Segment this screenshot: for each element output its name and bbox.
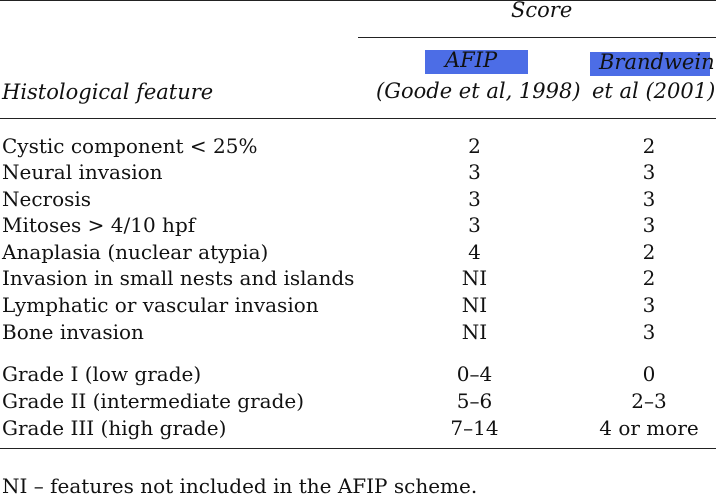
feature-cell: Bone invasion	[2, 320, 144, 344]
grade-cell: Grade I (low grade)	[2, 362, 202, 386]
brandwein-score-cell: 3	[642, 160, 656, 184]
feature-heading: Histological feature	[2, 80, 214, 104]
feature-cell: Neural invasion	[2, 160, 163, 184]
afip-score-cell: 4	[468, 240, 481, 264]
score-heading: Score	[511, 0, 573, 22]
brandwein-score-cell: 2	[642, 134, 656, 158]
feature-cell: Mitoses > 4/10 hpf	[2, 213, 196, 237]
table-row	[0, 239, 716, 266]
brandwein-score-cell: 3	[642, 187, 656, 211]
table-row	[0, 265, 716, 292]
brandwein-reference: et al (2001)	[592, 79, 716, 103]
brandwein-heading: Brandwein	[599, 50, 715, 74]
brandwein-grade-cell: 0	[642, 362, 656, 386]
feature-cell: Lymphatic or vascular invasion	[2, 293, 319, 317]
afip-heading: AFIP	[445, 48, 498, 72]
brandwein-score-cell: 2	[642, 266, 656, 290]
afip-score-cell: NI	[461, 293, 488, 317]
brandwein-grade-cell: 4 or more	[599, 416, 699, 440]
table-row	[0, 186, 716, 213]
feature-cell: Anaplasia (nuclear atypia)	[2, 240, 269, 264]
grade-row	[0, 388, 716, 415]
afip-score-cell: 3	[468, 187, 481, 211]
feature-cell: Invasion in small nests and islands	[2, 266, 355, 290]
afip-score-cell: NI	[461, 320, 488, 344]
score-rule	[358, 37, 716, 38]
brandwein-score-cell: 3	[642, 320, 656, 344]
feature-cell: Necrosis	[2, 187, 92, 211]
afip-score-cell: 3	[468, 160, 481, 184]
table-row	[0, 133, 716, 160]
afip-score-cell: NI	[461, 266, 488, 290]
brandwein-grade-cell: 2–3	[631, 389, 667, 413]
grade-row	[0, 415, 716, 442]
brandwein-score-cell: 3	[642, 293, 656, 317]
feature-cell: Cystic component < 25%	[2, 134, 258, 158]
afip-reference: (Goode et al, 1998)	[376, 79, 581, 103]
brandwein-score-cell: 3	[642, 213, 656, 237]
table-row	[0, 212, 716, 239]
afip-grade-cell: 0–4	[456, 362, 493, 386]
header-bottom-rule	[0, 118, 716, 119]
top-rule	[0, 0, 716, 1]
afip-grade-cell: 7–14	[450, 416, 499, 440]
afip-grade-cell: 5–6	[456, 389, 493, 413]
grade-row	[0, 361, 716, 388]
table-row	[0, 292, 716, 319]
afip-score-cell: 2	[468, 134, 481, 158]
grade-cell: Grade II (intermediate grade)	[2, 389, 305, 413]
afip-score-cell: 3	[468, 213, 481, 237]
table-bottom-rule	[0, 448, 716, 449]
table-row	[0, 319, 716, 346]
table-row	[0, 159, 716, 186]
brandwein-score-cell: 2	[642, 240, 656, 264]
footnote: NI – features not included in the AFIP scheme.	[2, 474, 478, 498]
grade-cell: Grade III (high grade)	[2, 416, 227, 440]
